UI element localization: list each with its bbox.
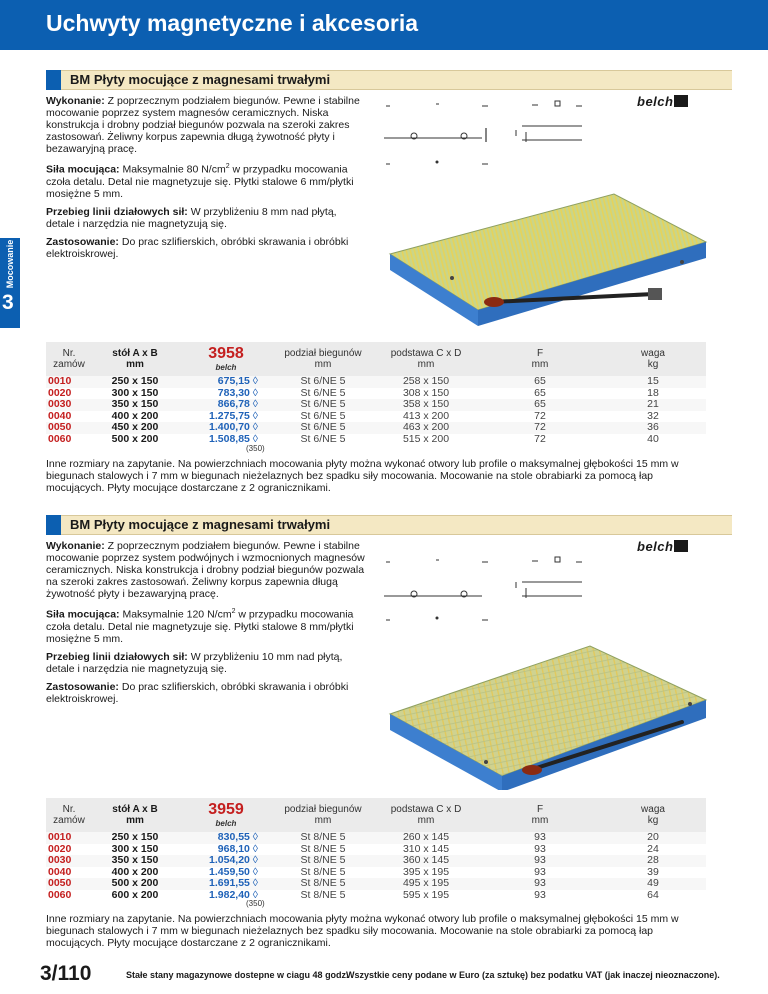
weight-cell: 18 [647, 386, 659, 399]
order-number-cell: 0050 [46, 422, 92, 434]
diamond-icon: ◊ [249, 842, 258, 855]
col-f: F mm [531, 348, 549, 370]
section-1-marker [46, 70, 61, 90]
weight-cell: 49 [600, 878, 706, 890]
page-number: 3/110 [40, 962, 92, 985]
height-f-cell: 72 [534, 432, 546, 445]
order-number-cell: 0060 [48, 432, 72, 445]
order-number-cell: 0060 [48, 888, 72, 901]
weight-cell: 39 [647, 865, 659, 878]
base-size-cell: 515 x 200 [402, 432, 450, 445]
table-size-cell: 250 x 150 [92, 376, 178, 388]
diamond-icon: ◊ [249, 888, 258, 901]
col-poles: podział biegunów mm [284, 804, 362, 826]
weight-cell: 20 [600, 832, 706, 844]
table-size-cell: 300 x 150 [111, 386, 159, 399]
height-f-cell: 93 [480, 832, 600, 844]
chapter-tab-label: Mocowanie [5, 239, 15, 289]
pole-division-cell: St 8/NE 5 [274, 855, 372, 867]
page-title: Uchwyty magnetyczne i akcesoria [46, 10, 418, 36]
s1-przebieg: Przebieg linii działowych sił: W przybliżeniu 8 mm nad płytą, detale i narzędzia nie magnetyzują się. [46, 205, 337, 230]
table-size-cell: 500 x 200 [92, 878, 178, 890]
order-number-cell: 0040 [48, 865, 72, 878]
order-number-cell: 0030 [46, 399, 92, 411]
table-row [46, 434, 706, 446]
col-base: podstawa C x D mm [390, 348, 462, 370]
price-cell: 1.691,55 ◊ [178, 878, 274, 890]
price-cell: 866,78 ◊ [178, 399, 274, 411]
section-2-description [46, 540, 366, 711]
price-cell: 1.982,40 ◊ [209, 888, 258, 901]
pole-division-cell: St 8/NE 5 [300, 865, 346, 878]
pole-division-cell: St 8/NE 5 [274, 832, 372, 844]
col-nr: Nr. zamów [53, 348, 85, 370]
price-cell: 783,30 ◊ [217, 386, 258, 399]
section-2-note: Inne rozmiary na zapytanie. Na powierzchniach mocowania płyty można wykonać otwory lub profile o maksymalnej głębokości 15 mm w biegunach stalowych i 7 mm w biegunach nieżelaznych bez spadku siły mocowania. Mocowanie na stole obrabiarki za pomocą łap mocujących. Płyty mocujące dostarczane z 2 ogranicznikami. [46, 913, 679, 949]
height-f-cell: 93 [534, 865, 546, 878]
col-catalog: 3958 belch [208, 344, 244, 372]
s2-zastosowanie: Zastosowanie: Do prac szlifierskich, obróbki skrawania i obróbki elektroiskrowej. [46, 680, 349, 705]
price-cell: 1.459,50 ◊ [209, 865, 258, 878]
diamond-icon: ◊ [249, 421, 258, 433]
section-2-title: BM Płyty mocujące z magnesami trwałymi [70, 517, 331, 532]
table-size-cell: 250 x 150 [92, 832, 178, 844]
col-base: podstawa C x D mm [390, 804, 462, 826]
footer-stock-note: Stałe stany magazynowe dostepne w ciagu 48 godz. [126, 970, 349, 980]
base-size-cell: 310 x 145 [402, 842, 450, 855]
diamond-icon: ◊ [249, 409, 258, 422]
order-number-cell: 0040 [48, 409, 72, 422]
height-f-cell: 93 [534, 842, 546, 855]
pole-division-cell: St 6/NE 5 [300, 432, 346, 445]
pole-division-cell: St 6/NE 5 [274, 422, 372, 434]
weight-cell: 24 [647, 842, 659, 855]
diamond-icon: ◊ [249, 375, 258, 387]
pole-division-cell: St 8/NE 5 [274, 878, 372, 890]
height-f-cell: 65 [534, 386, 546, 399]
col-weight: waga kg [641, 348, 665, 370]
pole-division-cell: St 6/NE 5 [274, 399, 372, 411]
section-2-product-table [46, 798, 706, 901]
height-f-cell: 93 [480, 855, 600, 867]
pole-division-cell: St 6/NE 5 [300, 386, 346, 399]
s1-wykonanie: Wykonanie: Z poprzecznym podziałem biegunów. Pewne i stabilne mocowanie poprzez system magnesów ceramicznych. Niska konstrukcja i drobny podział biegunów pozwala na szeroki zakres zastosowań. Żeliwny korpus zapewnia długą żywotność płyty i bezawaryjną pracę. [46, 95, 360, 155]
order-number-cell: 0050 [46, 878, 92, 890]
price-cell: 830,55 ◊ [178, 832, 274, 844]
section-1-title: BM Płyty mocujące z magnesami trwałymi [70, 72, 331, 87]
section-1-product-image [382, 190, 712, 335]
height-f-cell: 72 [534, 409, 546, 422]
table-size-cell: 600 x 200 [111, 888, 159, 901]
footer-price-note: Wszystkie ceny podane w Euro (za sztukę) bez podatku VAT (jak inaczej nieoznaczone). [346, 970, 720, 980]
table-size-cell: 500 x 200 [111, 432, 159, 445]
order-number-cell: 0010 [46, 376, 92, 388]
base-size-cell: 260 x 145 [372, 832, 480, 844]
table-row [46, 890, 706, 902]
diamond-icon: ◊ [249, 432, 258, 445]
diamond-icon: ◊ [249, 398, 258, 410]
height-f-cell: 72 [480, 422, 600, 434]
col-catalog: 3959 belch [208, 800, 244, 828]
section-2-marker [46, 515, 61, 535]
price-cell: 968,10 ◊ [217, 842, 258, 855]
section-2-table-footnote: (350) [246, 899, 265, 908]
weight-cell: 64 [647, 888, 659, 901]
pole-division-cell: St 8/NE 5 [300, 888, 346, 901]
height-f-cell: 65 [480, 376, 600, 388]
col-nr: Nr. zamów [53, 804, 85, 826]
diamond-icon: ◊ [249, 865, 258, 878]
price-cell: 1.275,75 ◊ [209, 409, 258, 422]
base-size-cell: 358 x 150 [372, 399, 480, 411]
base-size-cell: 495 x 195 [372, 878, 480, 890]
table-size-cell: 350 x 150 [92, 855, 178, 867]
base-size-cell: 308 x 150 [402, 386, 450, 399]
order-number-cell: 0030 [46, 855, 92, 867]
diamond-icon: ◊ [249, 854, 258, 866]
weight-cell: 36 [600, 422, 706, 434]
order-number-cell: 0010 [46, 832, 92, 844]
base-size-cell: 413 x 200 [402, 409, 450, 422]
s2-wykonanie: Wykonanie: Z poprzecznym podziałem biegunów. Pewne i stabilne mocowanie poprzez system podwójnych i wzmocnionych magnesów ceramicznych. Niska konstrukcja i drobny podział biegunów pozwala na szeroki zakres zastosowań. Żeliwny korpus zapewnia długą żywotność płyty i bezawaryjną pracę. [46, 540, 365, 600]
col-poles: podział biegunów mm [284, 348, 362, 370]
section-2-product-image [382, 640, 712, 790]
diamond-icon: ◊ [249, 386, 258, 399]
order-number-cell: 0020 [48, 842, 72, 855]
section-2-brand-logo: belch [637, 539, 688, 554]
col-size: stół A x B mm [112, 804, 158, 826]
weight-cell: 40 [647, 432, 659, 445]
pole-division-cell: St 6/NE 5 [300, 409, 346, 422]
base-size-cell: 463 x 200 [372, 422, 480, 434]
base-size-cell: 360 x 145 [372, 855, 480, 867]
section-1-note: Inne rozmiary na zapytanie. Na powierzchniach mocowania płyty można wykonać otwory lub profile o maksymalnej głębokości 15 mm w biegunach stalowych i 7 mm w biegunach nieżelaznych bez spadku siły mocowania. Mocowanie na stole obrabiarki za pomocą łap mocujących. Płyty mocujące dostarczane z 2 ogranicznikami. [46, 458, 679, 494]
col-size: stół A x B mm [112, 348, 158, 370]
height-f-cell: 65 [480, 399, 600, 411]
weight-cell: 21 [600, 399, 706, 411]
section-1-technical-drawing [382, 96, 592, 176]
diamond-icon: ◊ [249, 877, 258, 889]
base-size-cell: 258 x 150 [372, 376, 480, 388]
price-cell: 1.400,70 ◊ [178, 422, 274, 434]
s2-sila: Siła mocująca: Maksymalnie 120 $N/cm^2$ w przypadku mocowania czoła detalu. Detal nie magnetyzuje się. Płytki stalowe 8 mm/płytki mosiężne 5 mm. [46, 608, 354, 645]
section-1-brand-logo: belch [637, 94, 688, 109]
price-cell: 1.054,20 ◊ [178, 855, 274, 867]
table-size-cell: 400 x 200 [111, 409, 159, 422]
s1-zastosowanie: Zastosowanie: Do prac szlifierskich, obróbki skrawania i obróbki elektroiskrowej. [46, 235, 349, 260]
s1-sila: Siła mocująca: Maksymalnie 80 $N/cm^2$ w przypadku mocowania czoła detalu. Detal nie magnetyzuje się. Płytki stalowe 6 mm/płytki mosiężne 5 mm. [46, 163, 354, 200]
s2-przebieg: Przebieg linii działowych sił: W przybliżeniu 10 mm nad płytą, detale i narzędzia nie magnetyzują się. [46, 650, 343, 675]
col-weight: waga kg [641, 804, 665, 826]
order-number-cell: 0020 [48, 386, 72, 399]
pole-division-cell: St 6/NE 5 [274, 376, 372, 388]
chapter-tab-number: 3 [2, 291, 14, 314]
height-f-cell: 93 [480, 878, 600, 890]
table-size-cell: 300 x 150 [111, 842, 159, 855]
height-f-cell: 93 [534, 888, 546, 901]
section-2-technical-drawing [382, 552, 592, 632]
base-size-cell: 395 x 195 [402, 865, 450, 878]
base-size-cell: 595 x 195 [402, 888, 450, 901]
diamond-icon: ◊ [249, 831, 258, 843]
table-size-cell: 350 x 150 [92, 399, 178, 411]
weight-cell: 15 [600, 376, 706, 388]
price-cell: 675,15 ◊ [178, 376, 274, 388]
pole-division-cell: St 8/NE 5 [300, 842, 346, 855]
section-1-table-footnote: (350) [246, 444, 265, 453]
price-cell: 1.508,85 ◊ [209, 432, 258, 445]
section-1-description [46, 95, 366, 266]
weight-cell: 28 [600, 855, 706, 867]
weight-cell: 32 [647, 409, 659, 422]
section-1-product-table [46, 342, 706, 445]
table-size-cell: 450 x 200 [92, 422, 178, 434]
table-size-cell: 400 x 200 [111, 865, 159, 878]
col-f: F mm [531, 804, 549, 826]
